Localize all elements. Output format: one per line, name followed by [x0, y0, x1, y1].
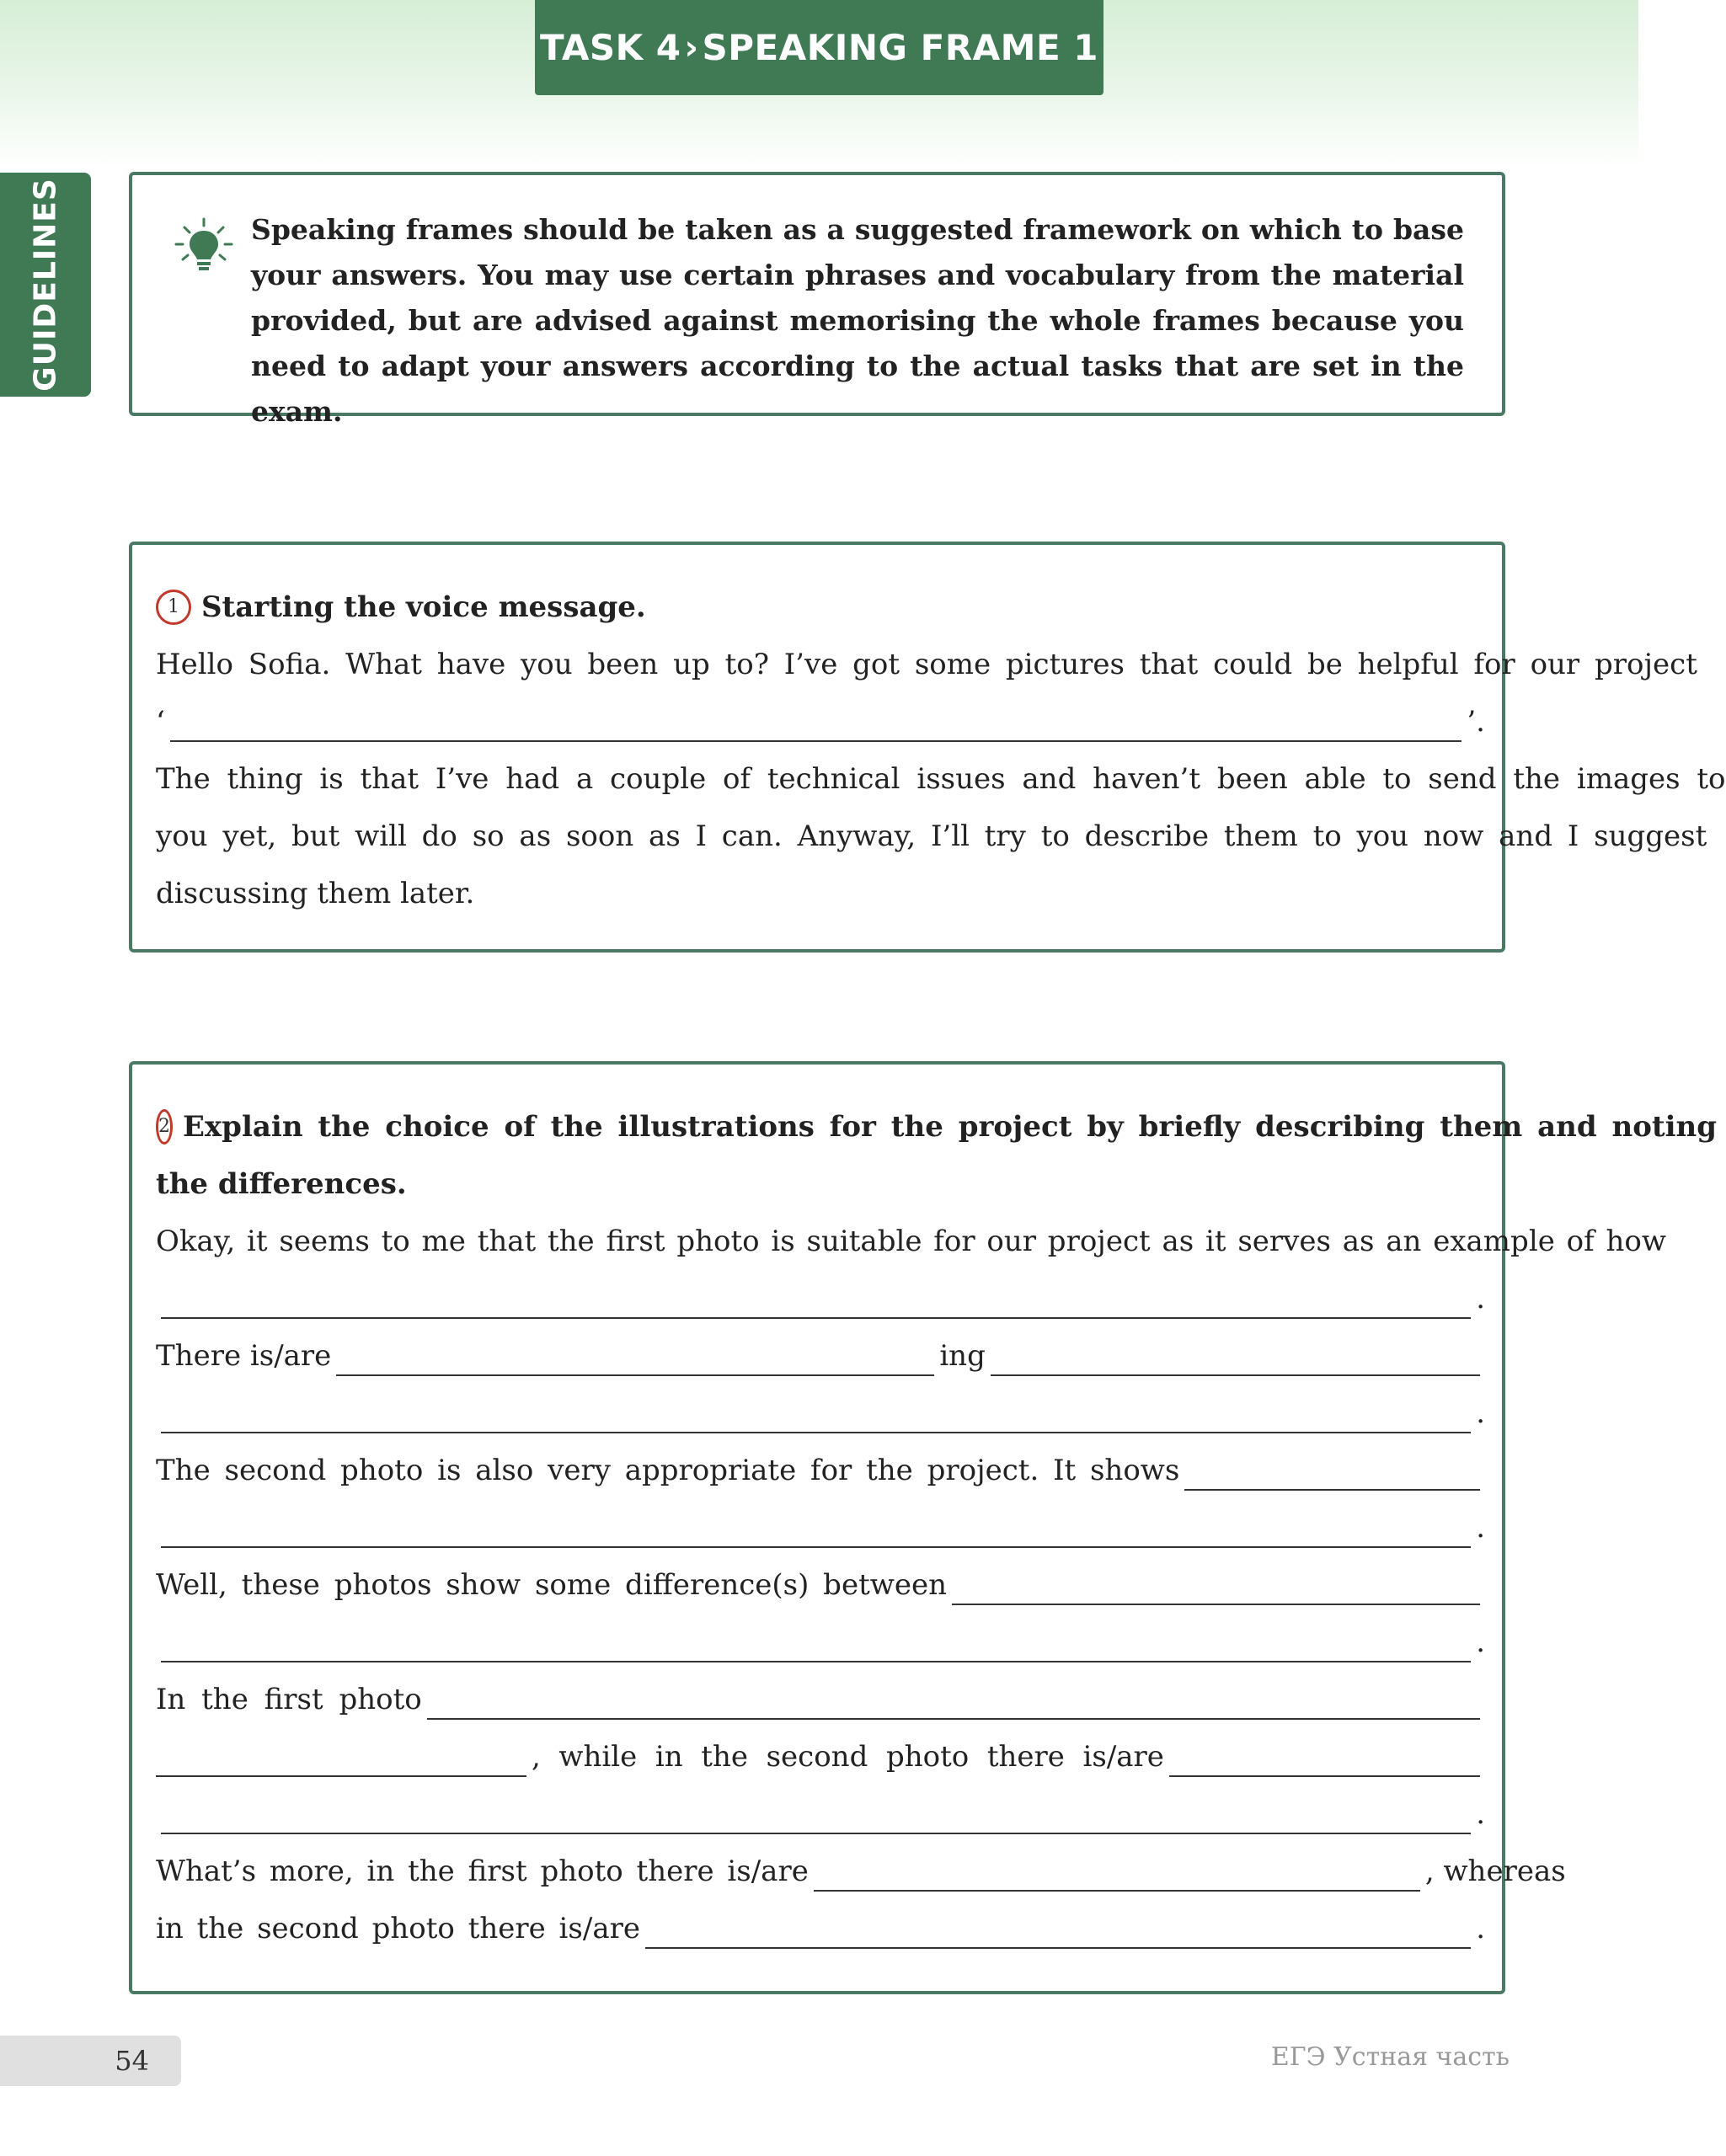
answer-blank[interactable] [991, 1356, 1480, 1376]
quote-open: ‘ [156, 705, 165, 739]
guidelines-side-tab [0, 173, 91, 397]
text-line [156, 636, 1697, 693]
answer-blank[interactable] [1184, 1470, 1480, 1491]
section-1-para-line-3: discussing them later. [156, 877, 475, 910]
answer-blank[interactable] [645, 1929, 1471, 1949]
period: . [1476, 1797, 1485, 1831]
answer-blank[interactable] [156, 1757, 526, 1777]
section-2-heading: Explain the choice of the illustrations for the project by briefly describing them and noting [183, 1110, 1717, 1144]
first-photo-label: In the first photo [156, 1683, 422, 1716]
whereas-label: , whereas [1424, 1854, 1566, 1888]
fill-line [156, 1385, 1485, 1442]
fill-line [156, 1499, 1485, 1556]
text-line [156, 1213, 1666, 1270]
section-2-heading-line [156, 1098, 1717, 1155]
text-line [156, 750, 1726, 808]
second-photo-there-label: in the second photo there is/are [156, 1912, 640, 1945]
fill-line [156, 1785, 1485, 1843]
answer-blank[interactable] [170, 722, 1462, 742]
task-header [535, 0, 1103, 95]
fill-line [156, 1900, 1485, 1957]
period: . [1476, 1625, 1485, 1659]
section-1-heading: Starting the voice message. [201, 590, 646, 624]
answer-blank[interactable] [161, 1413, 1471, 1433]
fill-line [156, 1671, 1485, 1728]
section-1-number: 1 [156, 590, 191, 625]
second-photo-label: The second photo is also very appropriate for the project. It shows [156, 1454, 1180, 1487]
chevron-right-icon: › [684, 28, 699, 67]
fill-line [156, 1442, 1485, 1499]
answer-blank[interactable] [427, 1700, 1480, 1720]
side-tab-label: GUIDELINES [28, 178, 63, 392]
lightbulb-icon [174, 217, 233, 276]
answer-blank[interactable] [1169, 1757, 1480, 1777]
fill-line [156, 1843, 1566, 1900]
answer-blank[interactable] [161, 1642, 1471, 1662]
frame-title: SPEAKING FRAME 1 [702, 27, 1099, 68]
answer-blank[interactable] [336, 1356, 934, 1376]
section-1-line-1: Hello Sofia. What have you been up to? I’ve got some pictures that could be helpful for our project [156, 648, 1697, 681]
section-2-heading-2: the differences. [156, 1167, 407, 1201]
text-line [156, 808, 1707, 865]
answer-blank[interactable] [161, 1299, 1471, 1319]
answer-blank[interactable] [161, 1528, 1471, 1548]
whats-more-label: What’s more, in the first photo there is/are [156, 1854, 809, 1888]
page-number-text: 54 [115, 2045, 149, 2077]
section-2-heading-line-2 [156, 1155, 1485, 1213]
answer-blank[interactable] [161, 1814, 1471, 1834]
text-line [156, 865, 1485, 922]
period: . [1476, 1282, 1485, 1315]
fill-line [156, 693, 1485, 750]
there-is-are-label: There is/are [156, 1339, 332, 1373]
answer-blank[interactable] [952, 1585, 1480, 1605]
while-second-photo-label: , while in the second photo there is/are [532, 1740, 1164, 1774]
section-1-para-line-1: The thing is that I’ve had a couple of technical issues and haven’t been able to send the images to [156, 762, 1726, 796]
guidelines-text: Speaking frames should be taken as a suggested framework on which to base your answers. You may use certain phrases and vocabulary from the material provided, but are advised against memorising the whole frames because you need to adapt your answers according to the actual tasks that are set in the exam. [251, 213, 1464, 428]
book-title: ЕГЭ Устная часть [1270, 2042, 1510, 2072]
fill-line [156, 1556, 1485, 1614]
period: . [1476, 1511, 1485, 1545]
task-label: TASK 4 [539, 27, 681, 68]
page-number [0, 2036, 181, 2086]
fill-line [156, 1614, 1485, 1671]
guidelines-box [129, 172, 1505, 428]
fill-line [156, 1728, 1485, 1785]
section-2-box [129, 1061, 1717, 1994]
differences-label: Well, these photos show some difference(s) between [156, 1568, 947, 1602]
section-1-box [129, 542, 1726, 953]
period: . [1476, 1396, 1485, 1430]
section-2-line-1: Okay, it seems to me that the first photo is suitable for our project as it serves as an example of how [156, 1225, 1666, 1258]
section-1-heading-line [156, 579, 1485, 636]
period: . [1476, 1912, 1485, 1945]
section-1-para-line-2: you yet, but will do so as soon as I can. Anyway, I’ll try to describe them to you now and I suggest [156, 819, 1707, 853]
section-2-number: 2 [156, 1109, 173, 1145]
ing-suffix: ing [939, 1339, 986, 1373]
answer-blank[interactable] [814, 1871, 1420, 1892]
fill-line [156, 1327, 1485, 1385]
fill-line [156, 1270, 1485, 1327]
quote-close: ’. [1467, 705, 1485, 739]
